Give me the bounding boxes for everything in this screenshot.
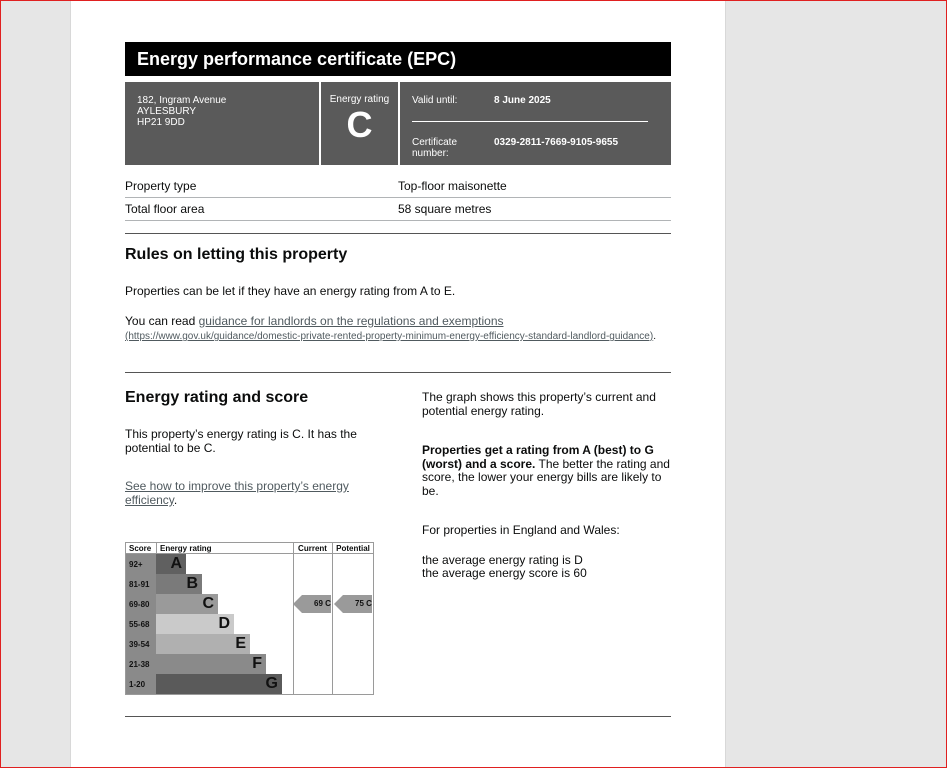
validity-box xyxy=(400,82,671,165)
section-divider xyxy=(125,233,671,234)
certificate-header xyxy=(125,82,671,165)
rating-explanation xyxy=(422,444,671,498)
chart-gridline xyxy=(332,543,333,694)
valid-until-label: Valid until: xyxy=(412,95,458,106)
score-cell xyxy=(126,574,156,594)
landlord-guidance-link[interactable]: guidance for landlords on the regulations and exemptions xyxy=(198,314,504,328)
certificate-number-label: Certificate number: xyxy=(412,137,458,159)
score-cell xyxy=(126,554,156,574)
energy-rating-box xyxy=(321,82,398,165)
summary-label: Total floor area xyxy=(125,202,205,216)
score-label: 69-80 xyxy=(129,600,150,609)
improve-suffix: . xyxy=(173,493,178,507)
summary-row-floor-area xyxy=(125,198,671,221)
average-score: the average energy score is 60 xyxy=(422,566,587,580)
score-label: 39-54 xyxy=(129,640,150,649)
improve-efficiency-link[interactable]: See how to improve this property’s energy efficiency xyxy=(125,479,349,507)
guidance-suffix: . xyxy=(653,331,656,342)
landlord-guidance-url[interactable]: (https://www.gov.uk/guidance/domestic-private-rented-property-minimum-energy-efficiency-standard-landlord-guidance) xyxy=(125,331,654,342)
guidance-prefix: You can read xyxy=(125,314,199,328)
rating-band-c: C xyxy=(156,594,218,614)
score-label: 55-68 xyxy=(129,620,150,629)
energy-rating-label: Energy rating xyxy=(329,94,390,105)
energy-rating-chart xyxy=(125,542,374,695)
section-divider xyxy=(125,372,671,373)
region-text: For properties in England and Wales: xyxy=(422,523,620,537)
section-divider xyxy=(125,716,671,717)
property-address xyxy=(125,82,319,165)
score-cell xyxy=(126,634,156,654)
summary-label: Property type xyxy=(125,179,197,193)
rating-band-b: B xyxy=(156,574,202,594)
energy-rating-heading: Energy rating and score xyxy=(125,389,309,406)
rating-explanation-rest: The better the rating and score, the lower your energy bills are likely to be. xyxy=(422,456,670,498)
validity-divider xyxy=(412,121,648,122)
rating-explanation-bold: Properties get a rating from A (best) to G (worst) and a score. xyxy=(422,443,654,471)
rating-band-a: A xyxy=(156,554,186,574)
score-cell xyxy=(126,594,156,614)
score-header: Score xyxy=(126,543,156,554)
letting-rules-text: Properties can be let if they have an energy rating from A to E. xyxy=(125,284,456,298)
summary-row-property-type xyxy=(125,175,671,198)
score-cell xyxy=(126,614,156,634)
score-label: 1-20 xyxy=(129,680,146,689)
letting-rules-heading: Rules on letting this property xyxy=(125,246,348,263)
chart-gridline xyxy=(293,543,294,694)
energy-left-column xyxy=(125,389,422,695)
summary-value: 58 square metres xyxy=(398,202,492,216)
current-rating-arrow: 69 C xyxy=(302,595,331,613)
energy-rating-text: This property’s energy rating is C. It has the potential to be C. xyxy=(125,427,357,455)
rating-band-e: E xyxy=(156,634,250,654)
energy-right-column xyxy=(422,389,671,695)
potential-header: Potential xyxy=(332,543,374,554)
letting-rules-section xyxy=(125,246,671,344)
score-cell xyxy=(126,674,156,694)
rating-band-g: G xyxy=(156,674,282,694)
score-label: 21-38 xyxy=(129,660,150,669)
score-label: 92+ xyxy=(129,560,143,569)
rating-band-f: F xyxy=(156,654,266,674)
score-cell xyxy=(126,654,156,674)
certificate-page xyxy=(70,0,726,768)
address-line-3: HP21 9DD xyxy=(137,117,185,128)
chart-gridline xyxy=(156,543,157,554)
score-label: 81-91 xyxy=(129,580,150,589)
summary-value: Top-floor maisonette xyxy=(398,179,507,193)
address-line-1: 182, Ingram Avenue xyxy=(137,95,227,106)
potential-rating-arrow: 75 C xyxy=(343,595,372,613)
address-line-2: AYLESBURY xyxy=(137,106,197,117)
property-summary xyxy=(125,175,671,221)
certificate-content xyxy=(125,42,671,717)
energy-rating-section xyxy=(125,389,671,695)
improve-paragraph xyxy=(125,479,375,507)
rating-header: Energy rating xyxy=(156,543,293,554)
current-header: Current xyxy=(293,543,332,554)
valid-until-value: 8 June 2025 xyxy=(494,95,551,106)
rating-band-d: D xyxy=(156,614,234,634)
landlord-guidance-paragraph xyxy=(125,314,671,344)
graph-explanation: The graph shows this property’s current and potential energy rating. xyxy=(422,390,656,418)
certificate-number-value: 0329-2811-7669-9105-9655 xyxy=(494,137,618,148)
average-rating: the average energy rating is D xyxy=(422,552,583,567)
page-title: Energy performance certificate (EPC) xyxy=(125,42,671,76)
energy-rating-letter: C xyxy=(346,104,373,145)
